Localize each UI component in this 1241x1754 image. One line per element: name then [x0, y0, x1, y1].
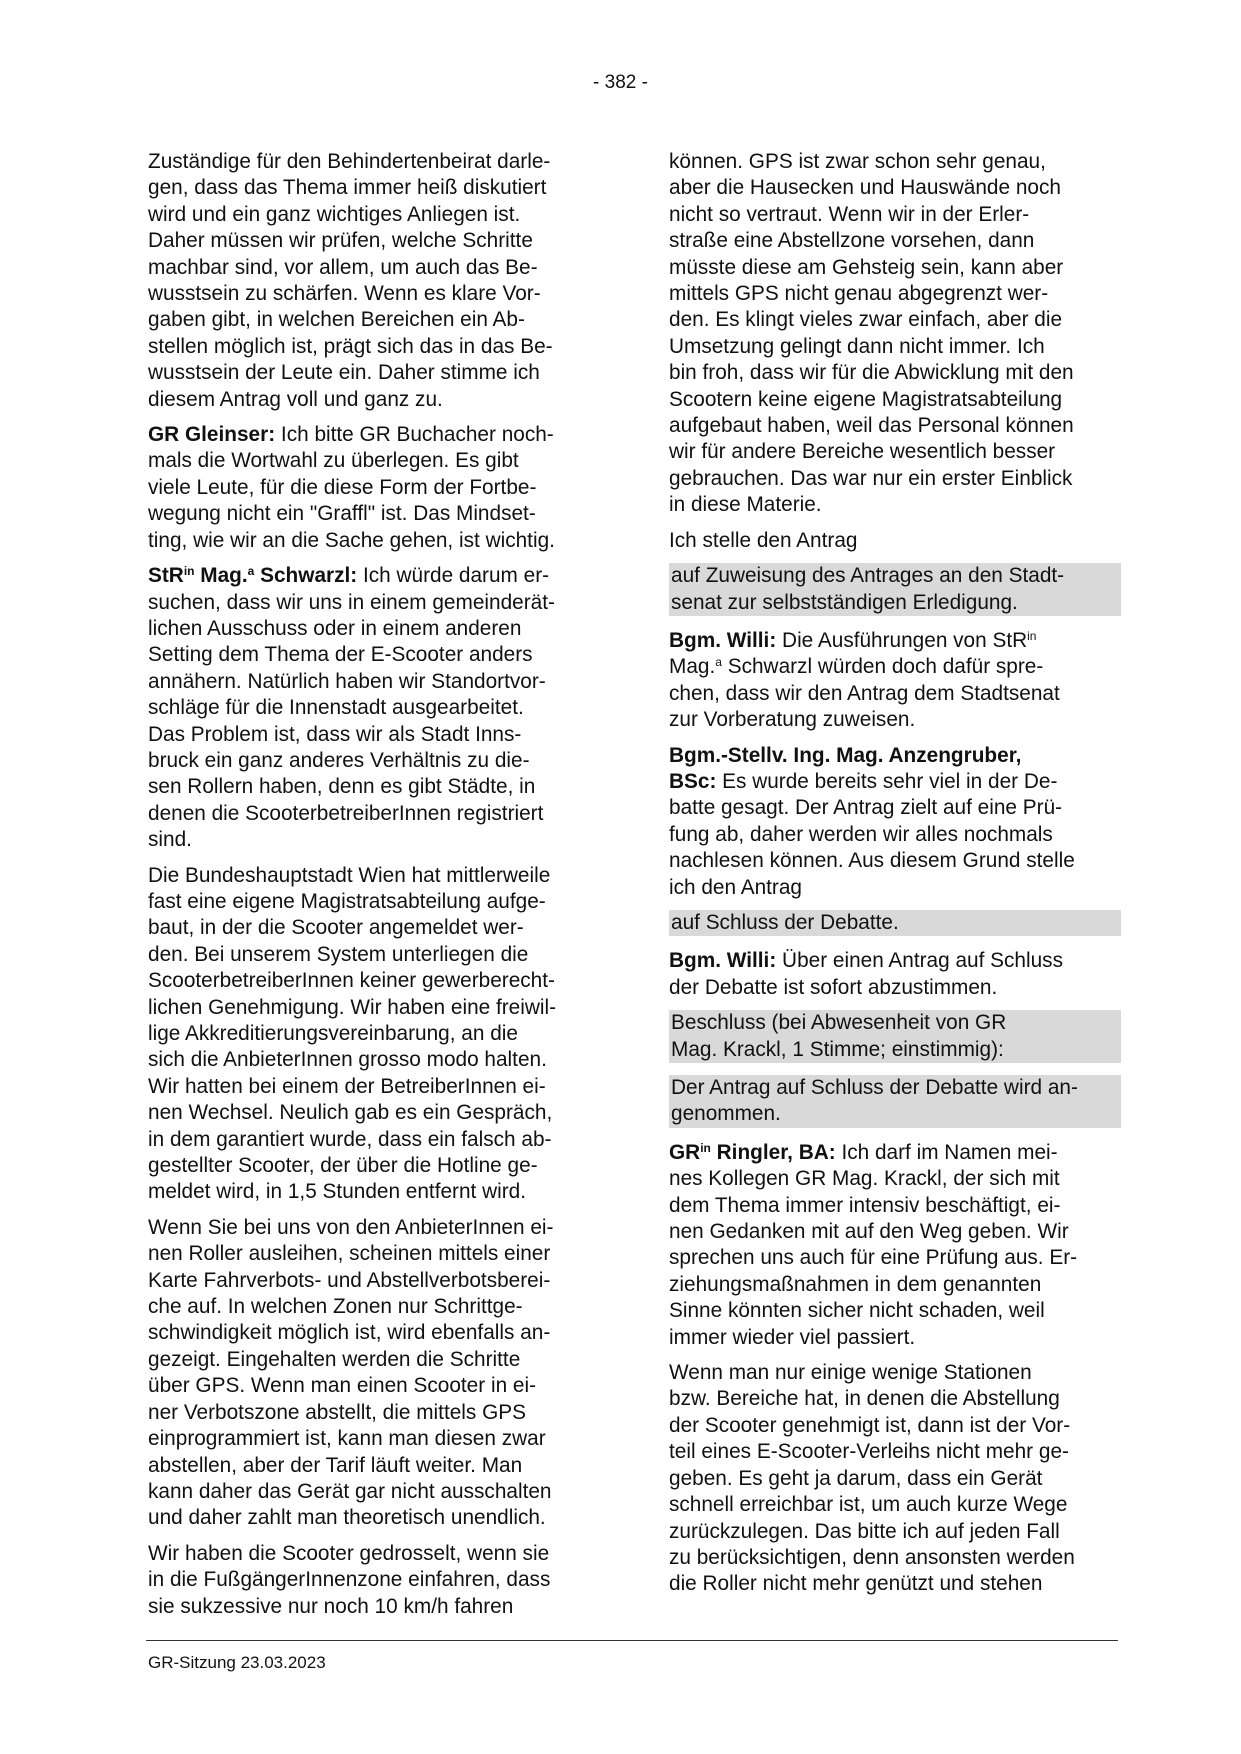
right-column: [669, 149, 1119, 1598]
paragraph: [669, 1140, 1119, 1351]
speaker-part: Ringler, BA:: [710, 1140, 836, 1164]
speech-text: Es wurde bereits sehr viel in der De- batte gesagt. Der Antrag zielt auf eine Prü- fung ab, daher werden wir alles nochmals nachlesen können. Aus diesem Grund stelle ich den Antrag: [669, 769, 1075, 899]
highlighted-resolution: Beschluss (bei Abwesenheit von GR Mag. Krackl, 1 Stimme; einstimmig):: [669, 1010, 1121, 1063]
highlighted-motion: auf Schluss der Debatte.: [669, 910, 1121, 936]
speech-text: Mag.: [669, 655, 716, 679]
speaker-part: Mag.: [194, 564, 248, 588]
speaker-name: [148, 564, 357, 587]
paragraph: können. GPS ist zwar schon sehr genau, aber die Hausecken und Hauswände noch nicht so vertraut. Wenn wir in der Erler- straße eine Abstellzone vorsehen, dann müsste diese am Gehsteig sein, kann aber mittels GPS nicht genau abgegrenzt wer- den. Es klingt vieles zwar einfach, aber die Umsetzung gelingt dann nicht immer. Ich bin froh, dass wir für die Abwicklung mit den Scootern keine eigene Magistratsabteilung aufgebaut haben, weil das Personal können wir für andere Bereiche wesentlich besser gebrauchen. Das war nur ein erster Einblick in diese Materie.: [669, 150, 1074, 517]
speech-text: Ich bitte GR Buchacher noch- mals die Wortwahl zu überlegen. Es gibt viele Leute, für die diese Form der Fortbe- wegung nicht ein "Graffl" ist. Das Mindset- ting, wie wir an die Sache gehen, ist wichtig.: [148, 423, 555, 552]
speech-text: Ich würde darum er- suchen, dass wir uns in einem gemeinderät- lichen Ausschuss oder in einem anderen Setting dem Thema der E-Scooter anders annähern. Natürlich haben wir Standortvor- schläge für die Innenstadt ausgearbeitet. Das Problem ist, dass wir als Stadt Inns- bruck ein ganz anderes Verhältnis zu die- sen Rollern haben, denn es gibt Städte, in denen die ScooterbetreiberInnen registriert sind.: [148, 564, 555, 852]
speaker-name: Bgm. Willi:: [669, 949, 777, 973]
page-number: - 382 -: [593, 72, 648, 93]
speaker-name: Bgm. Willi:: [669, 628, 777, 652]
speaker-part: StR: [148, 564, 184, 588]
highlighted-motion: auf Zuweisung des Antrages an den Stadt- senat zur selbstständigen Erledigung.: [669, 563, 1121, 616]
speech-text: Ich darf im Namen mei- nes Kollegen GR Mag. Krackl, der sich mit dem Thema immer intensiv beschäftigt, ei- nen Gedanken mit auf den Weg geben. Wir sprechen uns auch für eine Prüfung aus. Er- ziehungsmaßnahmen in dem genannten Sinne könnten sicher nicht schaden, weil immer wieder viel passiert.: [669, 1140, 1078, 1349]
paragraph: [669, 628, 1119, 734]
speaker-name: GR Gleinser:: [148, 423, 276, 447]
paragraph: [148, 422, 598, 554]
speaker-name: [669, 1141, 836, 1164]
paragraph: Die Bundeshauptstadt Wien hat mittlerweile fast eine eigene Magistratsabteilung aufge- baut, in der die Scooter angemeldet wer- den. Bei unserem System unterliegen die ScooterbetreiberInnen keiner gewerberecht- lichen Genehmigung. Wir haben eine freiwil- lige Akkreditierungsvereinbarung, an die sich die AnbieterInnen grosso modo halten. Wir hatten bei einem der BetreiberInnen ei- nen Wechsel. Neulich gab es ein Gespräch, in dem garantiert wurde, dass ein falsch ab- gestellter Scooter, der über die Hotline ge- meldet wird, in 1,5 Stunden entfernt wird.: [148, 863, 557, 1204]
paragraph: [148, 563, 598, 853]
speaker-part: GR: [669, 1140, 701, 1164]
footer: GR-Sitzung 23.03.2023: [148, 1653, 326, 1672]
speech-text: Schwarzl würden doch dafür spre- chen, dass wir den Antrag dem Stadtsenat zur Vorberatung zuweisen.: [669, 655, 1060, 732]
highlighted-resolution: Der Antrag auf Schluss der Debatte wird an- genommen.: [669, 1075, 1121, 1128]
footer-divider: [146, 1640, 1118, 1641]
paragraph: Zuständige für den Behindertenbeirat darle- gen, dass das Thema immer heiß diskutiert wird und ein ganz wichtiges Anliegen ist. Daher müssen wir prüfen, welche Schritte machbar sind, vor allem, um auch das Be- wusstsein zu schärfen. Wenn es klare Vor- gaben gibt, in welchen Bereichen ein Ab- stellen möglich ist, prägt sich das in das Be- wusstsein der Leute ein. Daher stimme ich diesem Antrag voll und ganz zu.: [148, 150, 553, 411]
speech-text: Die Ausführungen von StR: [776, 628, 1028, 652]
left-column: [148, 149, 598, 1620]
superscript: in: [183, 564, 195, 579]
paragraph: Wir haben die Scooter gedrosselt, wenn sie in die FußgängerInnenzone einfahren, dass sie sukzessive nur noch 10 km/h fahren: [148, 1541, 551, 1618]
paragraph: Wenn man nur einige wenige Stationen bzw. Bereiche hat, in denen die Abstellung der Scooter genehmigt ist, dann ist der Vor- teil eines E-Scooter-Verleihs nicht mehr ge- geben. Es geht ja darum, dass ein Gerät schnell erreichbar ist, um auch kurze Wege zurückzulegen. Das bitte ich auf jeden Fall zu berücksichtigen, denn ansonsten werden die Roller nicht mehr genützt und stehen: [669, 1361, 1075, 1596]
superscript: in: [1027, 628, 1037, 643]
paragraph: [669, 743, 1119, 901]
superscript: in: [700, 1140, 711, 1155]
paragraph: [669, 948, 1119, 1001]
speech-text: Über einen Antrag auf Schluss der Debatte ist sofort abzustimmen.: [669, 949, 1063, 999]
speaker-name: Bgm.-Stellv. Ing. Mag. Anzengruber, BSc:: [669, 743, 1022, 793]
superscript: a: [247, 564, 255, 579]
paragraph: Wenn Sie bei uns von den AnbieterInnen ei- nen Roller ausleihen, scheinen mittels einer Karte Fahrverbots- und Abstellverbotsberei- che auf. In welchen Zonen nur Schrittge- schwindigkeit möglich ist, wird ebenfalls an- gezeigt. Eingehalten werden die Schritte über GPS. Wenn man einen Scooter in ei- ner Verbotszone abstellt, die mittels GPS einprogrammiert ist, kann man diesen zwar abstellen, aber der Tarif läuft weiter. Man kann daher das Gerät gar nicht ausschalten und daher zahlt man theoretisch unendlich.: [148, 1215, 554, 1530]
superscript: a: [715, 655, 722, 670]
paragraph: Ich stelle den Antrag: [669, 528, 858, 552]
speaker-part: Schwarzl:: [254, 564, 358, 588]
